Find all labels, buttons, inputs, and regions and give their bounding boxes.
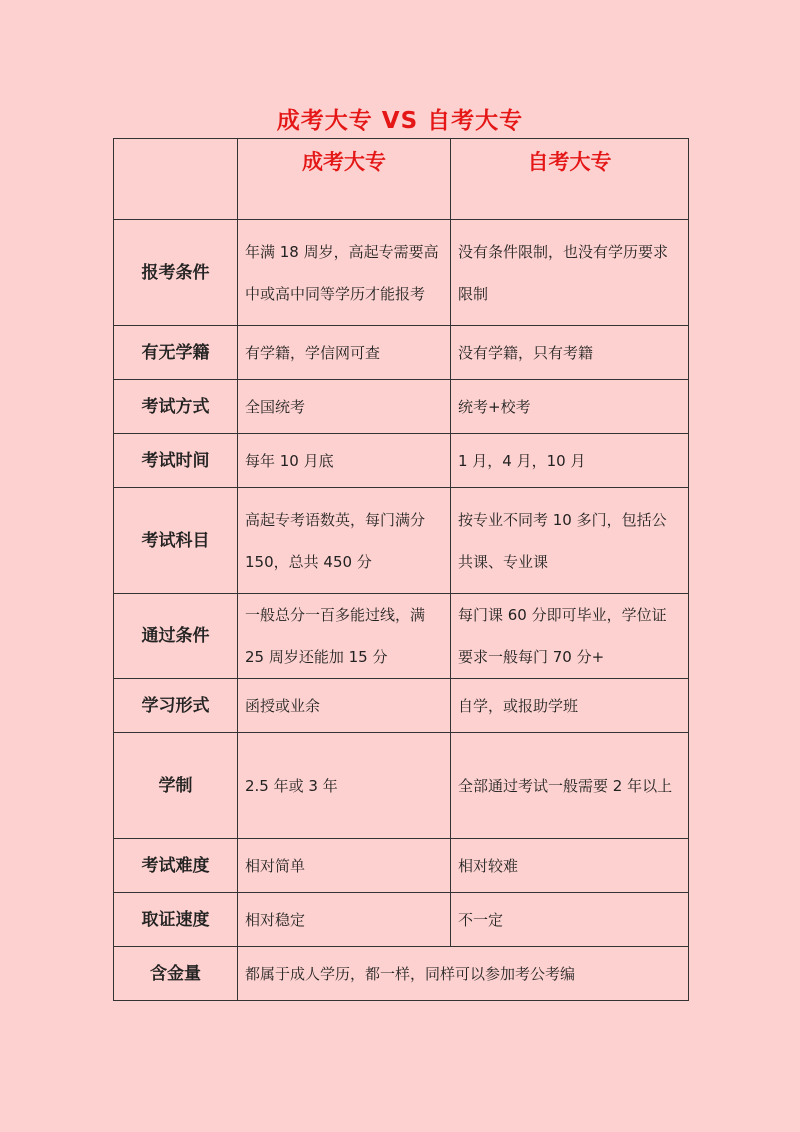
row-label: 学制 xyxy=(114,733,238,839)
row-label: 报考条件 xyxy=(114,220,238,326)
table-row xyxy=(114,679,689,733)
table-row xyxy=(114,326,689,380)
table-row xyxy=(114,380,689,434)
row-label: 学习形式 xyxy=(114,679,238,733)
chengkao-cell: 一般总分一百多能过线，满25 周岁还能加 15 分 xyxy=(238,594,451,679)
chengkao-cell: 全国统考 xyxy=(238,380,451,434)
table-row xyxy=(114,839,689,893)
chengkao-cell: 2.5 年或 3 年 xyxy=(238,733,451,839)
row-label: 取证速度 xyxy=(114,893,238,947)
zikao-cell: 相对较难 xyxy=(451,839,689,893)
comparison-table xyxy=(113,138,689,1001)
table-row xyxy=(114,488,689,594)
zikao-cell: 自学，或报助学班 xyxy=(451,679,689,733)
row-label: 有无学籍 xyxy=(114,326,238,380)
row-label: 考试难度 xyxy=(114,839,238,893)
chengkao-cell: 有学籍，学信网可查 xyxy=(238,326,451,380)
column-header-zikao: 自考大专 xyxy=(451,139,689,220)
table-row-final xyxy=(114,947,689,1001)
zikao-cell: 没有学籍，只有考籍 xyxy=(451,326,689,380)
chengkao-cell: 相对稳定 xyxy=(238,893,451,947)
chengkao-cell: 年满 18 周岁，高起专需要高中或高中同等学历才能报考 xyxy=(238,220,451,326)
table-row xyxy=(114,220,689,326)
column-header-chengkao: 成考大专 xyxy=(238,139,451,220)
zikao-cell: 统考+校考 xyxy=(451,380,689,434)
zikao-cell: 每门课 60 分即可毕业，学位证要求一般每门 70 分+ xyxy=(451,594,689,679)
chengkao-cell: 高起专考语数英，每门满分150，总共 450 分 xyxy=(238,488,451,594)
chengkao-cell: 相对简单 xyxy=(238,839,451,893)
row-label: 考试科目 xyxy=(114,488,238,594)
row-label: 考试方式 xyxy=(114,380,238,434)
page-title: 成考大专 VS 自考大专 xyxy=(276,108,524,134)
chengkao-cell: 每年 10 月底 xyxy=(238,434,451,488)
table-row xyxy=(114,434,689,488)
zikao-cell: 不一定 xyxy=(451,893,689,947)
corner-cell xyxy=(114,139,238,220)
zikao-cell: 按专业不同考 10 多门，包括公共课、专业课 xyxy=(451,488,689,594)
row-label: 含金量 xyxy=(114,947,238,1001)
row-label: 考试时间 xyxy=(114,434,238,488)
table-row xyxy=(114,733,689,839)
table-row xyxy=(114,594,689,679)
zikao-cell: 没有条件限制，也没有学历要求限制 xyxy=(451,220,689,326)
zikao-cell: 全部通过考试一般需要 2 年以上 xyxy=(451,733,689,839)
merged-value-cell: 都属于成人学历，都一样，同样可以参加考公考编 xyxy=(238,947,689,1001)
table-row xyxy=(114,893,689,947)
table-header-row xyxy=(114,139,689,220)
zikao-cell: 1 月，4 月，10 月 xyxy=(451,434,689,488)
chengkao-cell: 函授或业余 xyxy=(238,679,451,733)
row-label: 通过条件 xyxy=(114,594,238,679)
